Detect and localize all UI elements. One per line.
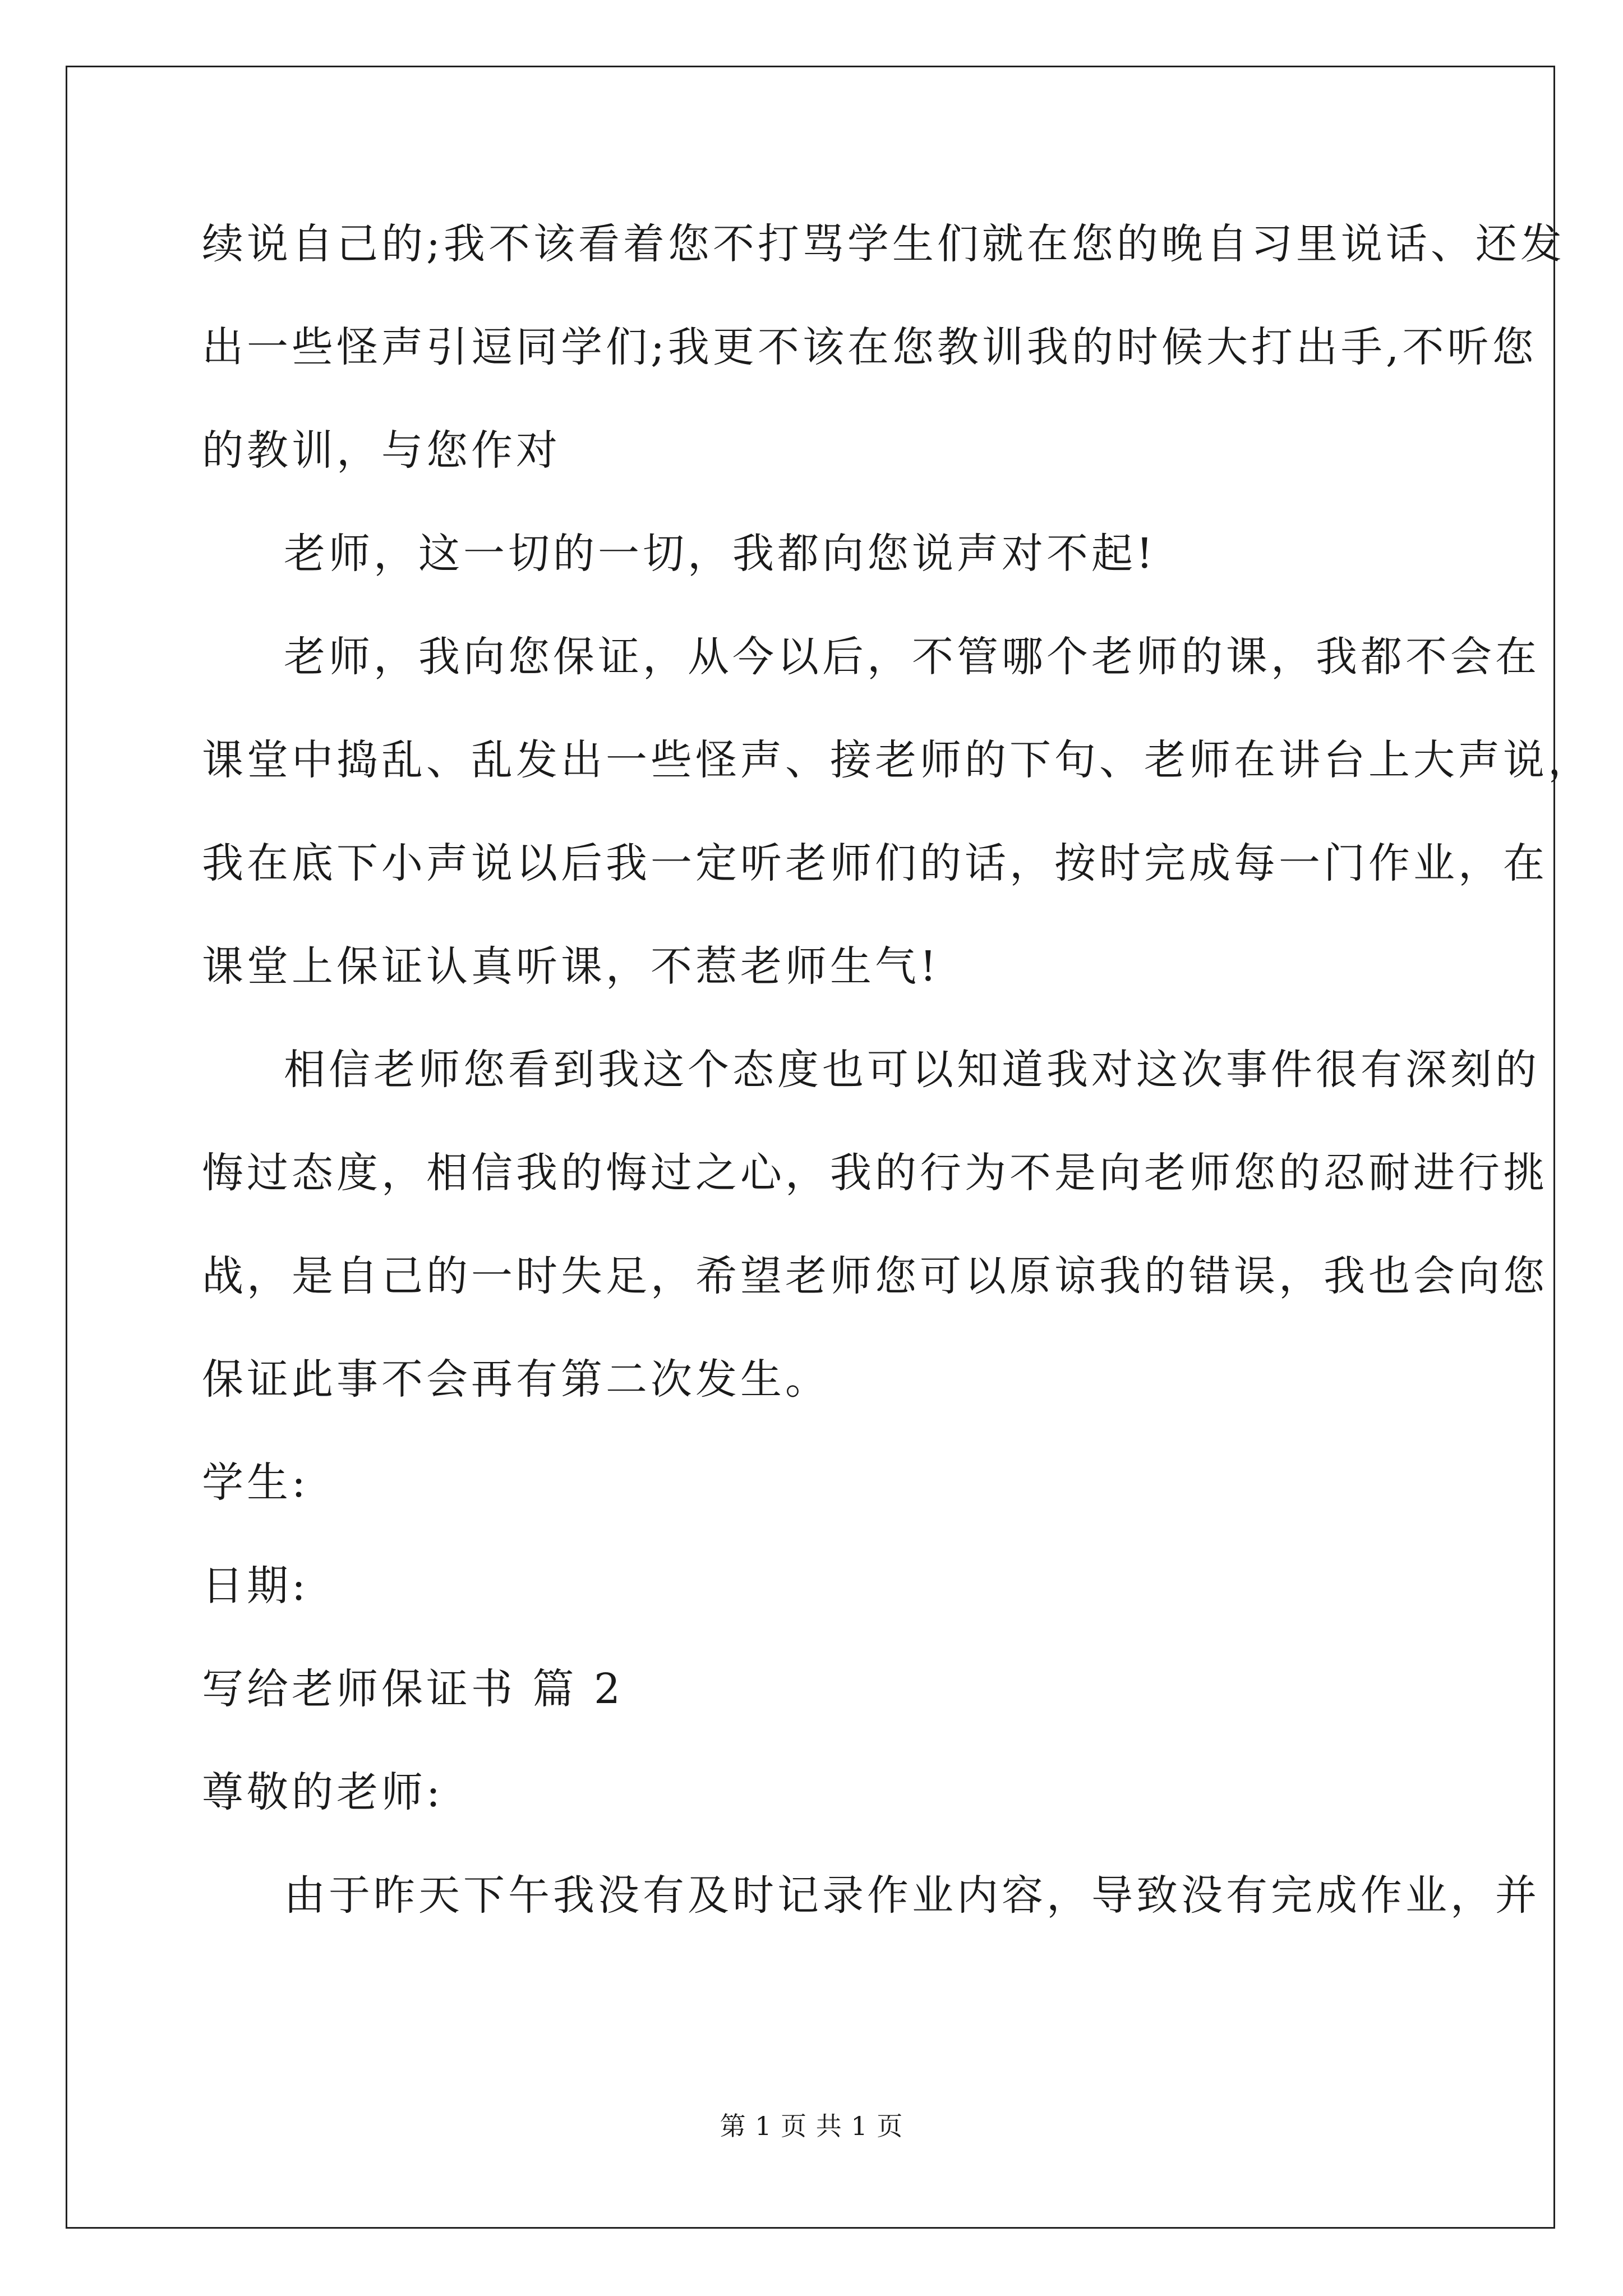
text-line-9: 相信老师您看到我这个态度也可以知道我对这次事件很有深刻的 [284, 1046, 1540, 1094]
section-title: 写给老师保证书 篇 2 [202, 1665, 624, 1713]
text-line-11: 战，是自己的一时失足，希望老师您可以原谅我的错误，我也会向您 [202, 1252, 1548, 1300]
text-line-7: 我在底下小声说以后我一定听老师们的话，按时完成每一门作业，在 [202, 839, 1548, 887]
text-line-4: 老师，这一切的一切，我都向您说声对不起! [284, 530, 1156, 578]
text-line-6: 课堂中捣乱、乱发出一些怪声、接老师的下句、老师在讲台上大声说， [202, 736, 1593, 784]
text-line-12: 保证此事不会再有第二次发生。 [202, 1355, 830, 1404]
text-line-17: 由于昨天下午我没有及时记录作业内容，导致没有完成作业，并 [284, 1871, 1540, 1920]
page-footer: 第 1 页 共 1 页 [720, 2111, 903, 2141]
text-line-8: 课堂上保证认真听课，不惹老师生气! [202, 942, 940, 991]
text-line-2: 出一些怪声引逗同学们;我更不该在您教训我的时候大打出手,不听您 [202, 323, 1537, 371]
text-line-10: 悔过态度，相信我的悔过之心，我的行为不是向老师您的忍耐进行挑 [202, 1149, 1548, 1197]
date-label: 日期: [202, 1562, 309, 1610]
text-line-1: 续说自己的;我不该看着您不打骂学生们就在您的晚自习里说话、还发 [202, 220, 1565, 268]
salutation: 尊敬的老师: [202, 1768, 444, 1816]
student-label: 学生: [202, 1458, 309, 1507]
text-line-5: 老师，我向您保证，从今以后，不管哪个老师的课，我都不会在 [284, 633, 1540, 681]
text-line-3: 的教训，与您作对 [202, 426, 561, 475]
